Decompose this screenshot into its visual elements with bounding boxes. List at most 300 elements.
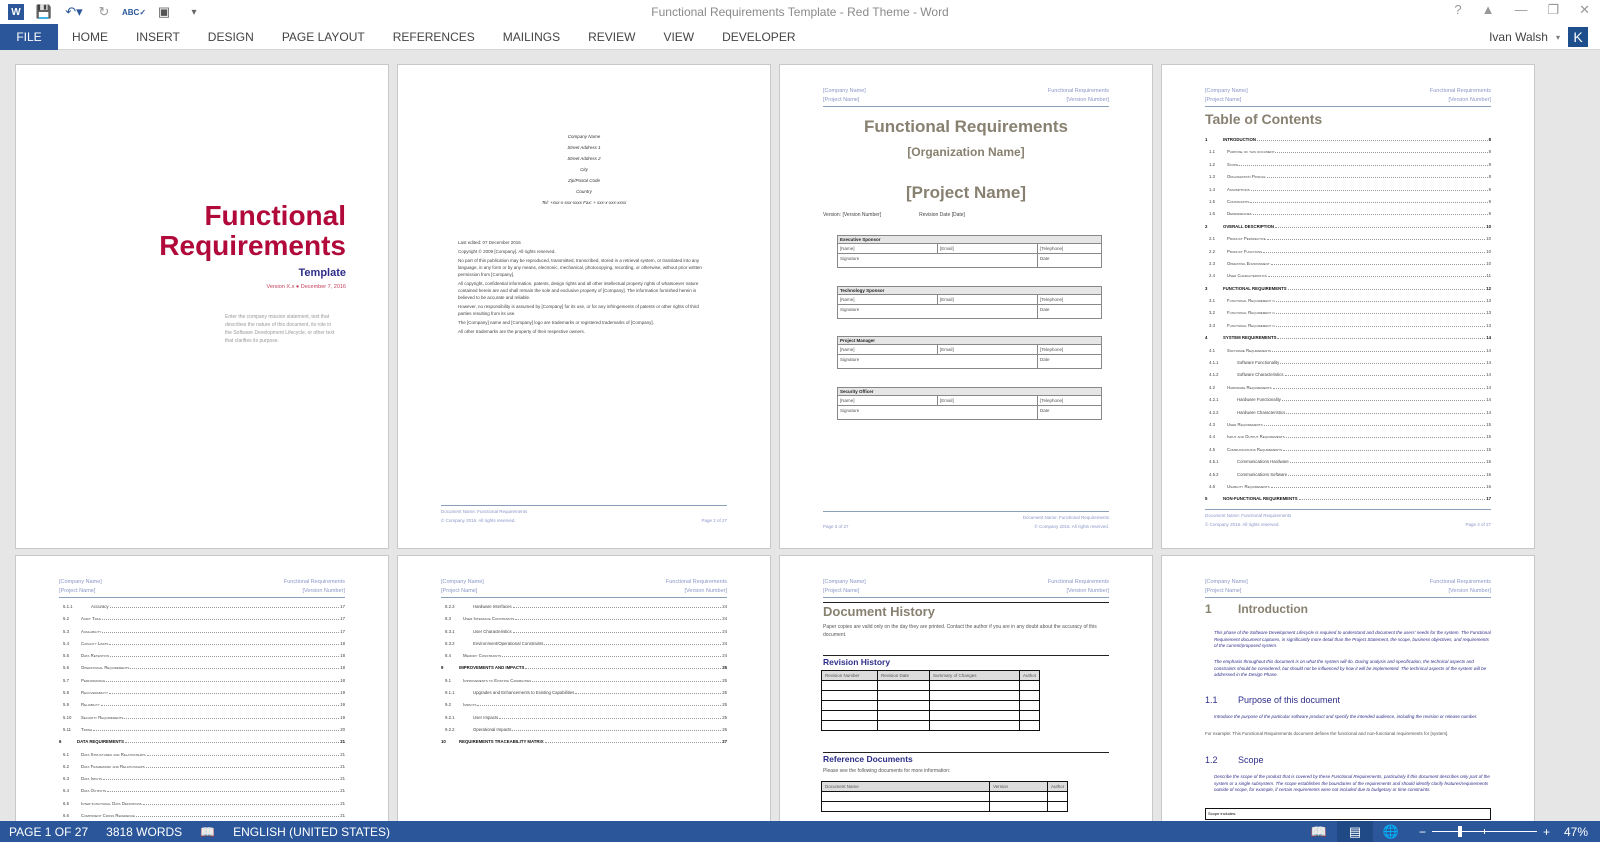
toc-entry-page: 14 bbox=[1486, 384, 1491, 390]
toc-entry-title: Environment/Operational Constraints bbox=[473, 640, 544, 646]
toc-entry-page: 13 bbox=[1486, 310, 1491, 316]
toc-entry-number: 4.5.1 bbox=[1209, 459, 1219, 465]
toc-entry[interactable] bbox=[59, 724, 345, 736]
cover-version: Version X.x ● December 7, 2016 bbox=[266, 284, 346, 290]
toc-entry[interactable] bbox=[1205, 146, 1491, 158]
toc-entry-page: 18 bbox=[340, 677, 345, 683]
toc-entry[interactable] bbox=[1205, 258, 1491, 270]
tab-insert[interactable]: INSERT bbox=[136, 29, 180, 44]
toc-entry[interactable] bbox=[441, 712, 727, 724]
toc-leader bbox=[1275, 150, 1487, 153]
toc-leader bbox=[1267, 175, 1488, 178]
redo-icon[interactable]: ↻ bbox=[98, 4, 110, 19]
toc-entry[interactable] bbox=[59, 773, 345, 785]
toc-entry-number: 3 bbox=[1205, 285, 1208, 291]
toc-entry[interactable] bbox=[59, 712, 345, 724]
toc-entry[interactable] bbox=[1205, 171, 1491, 183]
divider bbox=[823, 752, 1109, 753]
toc-entry-number: 5.6 bbox=[63, 665, 69, 671]
toc-entry[interactable] bbox=[1205, 184, 1491, 196]
page-footer: Document Name: Functional Requirements Page 3 of 27 © Company 2016. All rights reserved. bbox=[823, 511, 1109, 531]
toc-entry-page: 8 bbox=[1488, 161, 1491, 167]
toc-entry-title: Assumptions bbox=[1227, 186, 1250, 192]
help-icon[interactable]: ? bbox=[1454, 2, 1462, 17]
toc-entry-number: 6.5 bbox=[63, 800, 69, 806]
page-2-legal[interactable] bbox=[397, 64, 771, 549]
toc-entry-page: 16 bbox=[1486, 459, 1491, 465]
divider bbox=[823, 602, 1109, 603]
toc-entry[interactable] bbox=[59, 650, 345, 662]
toc-entry-page: 25 bbox=[722, 677, 727, 683]
toc-entry-number: 5 bbox=[1205, 496, 1208, 502]
toc-entry-title: Component Cross Reference bbox=[81, 813, 135, 819]
toc-leader bbox=[1272, 349, 1485, 352]
toc-entry-page: 10 bbox=[1486, 236, 1491, 242]
history-title: Document History bbox=[823, 604, 935, 619]
toc-leader bbox=[532, 679, 721, 682]
toc-entry[interactable] bbox=[59, 675, 345, 687]
toc-entry-title: Data Outputs bbox=[81, 788, 107, 794]
toc-leader bbox=[1288, 473, 1485, 476]
toc-entry-title: Software Requirements bbox=[1227, 347, 1272, 353]
toc-entry-number: 6.4 bbox=[63, 788, 69, 794]
toc-entry-page: 11 bbox=[1486, 273, 1491, 279]
toc-leader bbox=[1282, 398, 1485, 401]
page-header: [Company Name] [Project Name] Functional Requirements [Version Number] bbox=[823, 87, 1109, 107]
toc-entry-number: 6.3 bbox=[63, 776, 69, 782]
tab-mailings[interactable]: MAILINGS bbox=[502, 29, 561, 44]
toc-leader bbox=[515, 617, 721, 620]
toc-entry-number: 6.2 bbox=[63, 763, 69, 769]
spelling-icon[interactable]: ABC✓ bbox=[121, 7, 147, 17]
toc-entry-number: 8.4 bbox=[445, 653, 451, 659]
toc-entry[interactable] bbox=[59, 638, 345, 650]
word-logo-icon[interactable]: W bbox=[8, 4, 24, 20]
toc-entry[interactable] bbox=[1205, 208, 1491, 220]
toc-entry[interactable] bbox=[59, 785, 345, 797]
toc-entry[interactable] bbox=[59, 699, 345, 711]
chevron-down-icon[interactable]: ▾ bbox=[1555, 32, 1560, 42]
toc-entry-title: Input and Output Requirements bbox=[1227, 434, 1285, 440]
tab-view[interactable]: VIEW bbox=[663, 29, 695, 44]
toc-entry[interactable] bbox=[441, 613, 727, 625]
toc-entry-page: 24 bbox=[722, 653, 727, 659]
word-count[interactable]: 3818 WORDS bbox=[106, 824, 183, 839]
toc-leader bbox=[136, 814, 339, 817]
page-8-introduction[interactable] bbox=[1161, 555, 1535, 821]
toc-entry-title: Purpose of this document bbox=[1227, 149, 1275, 155]
toc-entry-number: 2.3 bbox=[1209, 260, 1215, 266]
read-mode-icon[interactable]: 📖 bbox=[1310, 823, 1328, 839]
zoom-slider[interactable] bbox=[1432, 831, 1537, 832]
toc-entry-number: 5.8 bbox=[63, 690, 69, 696]
toc-entry[interactable] bbox=[1205, 493, 1491, 505]
scope-guidance: Describe the scope of the product that is covered by these Functional Requirements, particularly if this document describes only part of the system or a single subsystem. The scope establishes the boundaries of the requirements and should identify clarify features/requirements outside of scope, for example, if certain requirements were not included due to budgetary or time constraints. bbox=[1214, 774, 1490, 792]
toc-entry-title: Product Functions bbox=[1227, 248, 1263, 254]
toc-entry[interactable] bbox=[441, 736, 727, 748]
toc-entry-number: 5.4 bbox=[63, 640, 69, 646]
toc-entry-number: 4.5.2 bbox=[1209, 471, 1219, 477]
page-3-title[interactable] bbox=[779, 64, 1153, 549]
toc-entry-title: User Characteristics bbox=[1227, 273, 1267, 279]
toc-entry[interactable] bbox=[1205, 295, 1491, 307]
toc-entry[interactable] bbox=[441, 662, 727, 674]
page-indicator[interactable]: PAGE 1 OF 27 bbox=[9, 824, 89, 839]
page-header: [Company Name] [Project Name] Functional Requirements [Version Number] bbox=[823, 578, 1109, 598]
toc-entry[interactable] bbox=[1205, 221, 1491, 233]
toc-entry-page: 24 bbox=[722, 616, 727, 622]
toc-leader bbox=[106, 679, 339, 682]
toc-leader bbox=[1257, 138, 1488, 141]
zoom-in-button[interactable]: + bbox=[1542, 824, 1550, 839]
heading-introduction: 1 Introduction bbox=[1205, 602, 1308, 616]
toc-entry-page: 20 bbox=[340, 726, 345, 732]
toc-entry-page: 12 bbox=[1486, 285, 1491, 291]
toc-entry-page: 13 bbox=[1486, 322, 1491, 328]
toc-entry-title: User Interface Constraints bbox=[463, 616, 515, 622]
scope-box: Scope includes: bbox=[1205, 808, 1491, 820]
toc-entry-number: 9.2 bbox=[445, 702, 451, 708]
toc-leader bbox=[513, 605, 722, 608]
page-1-cover[interactable] bbox=[15, 64, 389, 549]
toc-entry-title: REQUIREMENTS TRACEABILITY MATRIX bbox=[459, 739, 544, 745]
toc-leader bbox=[1286, 411, 1485, 414]
toc-entry-page: 24 bbox=[722, 640, 727, 646]
tab-file[interactable]: FILE bbox=[0, 24, 58, 50]
toc-entry-page: 21 bbox=[340, 813, 345, 819]
toc-entry[interactable] bbox=[1205, 419, 1491, 431]
toc-entry-title: Hardware Characteristics bbox=[1237, 409, 1286, 415]
toc-leader bbox=[1276, 324, 1486, 327]
language[interactable]: ENGLISH (UNITED STATES) bbox=[233, 824, 391, 839]
tab-developer[interactable]: DEVELOPER bbox=[722, 29, 796, 44]
toc-entry[interactable] bbox=[59, 798, 345, 810]
ribbon-tabs bbox=[0, 24, 1600, 50]
toc-entry-page: 17 bbox=[340, 616, 345, 622]
toc-entry-page: 24 bbox=[722, 604, 727, 609]
toc-leader bbox=[1251, 188, 1488, 191]
toc-leader bbox=[1275, 225, 1485, 228]
toc-entry[interactable] bbox=[1205, 196, 1491, 208]
toc-entry-title: Software Characteristics bbox=[1237, 372, 1284, 378]
quick-access-toolbar bbox=[0, 0, 204, 24]
toc-entry-title: Dependencies bbox=[1227, 211, 1252, 217]
toc-entry-title: INTRODUCTION bbox=[1223, 137, 1256, 142]
reference-documents-title: Reference Documents bbox=[823, 754, 913, 764]
toc-entry-title: Data Structures and Relationships bbox=[81, 751, 146, 757]
document-canvas[interactable] bbox=[0, 50, 1600, 821]
toc-entry[interactable] bbox=[1205, 307, 1491, 319]
toc-entry-title: Inter-functional Data Definitions bbox=[81, 800, 142, 806]
toc-entry-number: 2.2 bbox=[1209, 248, 1215, 254]
toc-leader bbox=[147, 753, 340, 756]
toc-entry-title: Data Inputs bbox=[81, 776, 103, 782]
toc-entry[interactable] bbox=[1205, 481, 1491, 493]
close-icon[interactable]: ✕ bbox=[1579, 2, 1590, 17]
history-note: Paper copies are valid only on the day they are printed. Contact the author if you are in any doubt about the accuracy of this document. bbox=[823, 624, 1097, 638]
toc-entry[interactable] bbox=[59, 662, 345, 674]
toc-entry-number: 9.2.2 bbox=[445, 726, 455, 732]
save-icon[interactable]: 💾 bbox=[35, 4, 53, 19]
toc-entry-number: 4.2.1 bbox=[1209, 397, 1219, 403]
toc-entry-title: Data Framework and Relationships bbox=[81, 763, 145, 769]
tab-review[interactable]: REVIEW bbox=[588, 29, 636, 44]
toc-entry-page: 15 bbox=[1486, 434, 1491, 440]
toc-entry-title: Usability Requirements bbox=[1227, 483, 1270, 489]
signoff-project-manager: Project Manager [Name] [Email] [Telephone] Signature Date bbox=[837, 336, 1102, 369]
toc-leader bbox=[1239, 163, 1487, 166]
restore-icon[interactable]: ❐ bbox=[1547, 2, 1560, 17]
toc-entry[interactable] bbox=[1205, 431, 1491, 443]
toc-entry-title: Operational Impacts bbox=[473, 726, 512, 732]
cover-subtitle: Template bbox=[298, 267, 346, 279]
toc-entry-page: 19 bbox=[340, 714, 345, 720]
revision-history-table: Revision Number Revision Date Summary of Changes Author bbox=[821, 670, 1040, 731]
legal-notice: Last edited: 07 December 2016 Copyright © 2009 [Company]. All rights reserved. No part of this publication may be reproduced, transmitted, transcribed, stored in a retrieval system, or translated into any language, in any form or by any means, electronic, mechanical, photocopying, recording, or otherwise, without prior written permission from [Company]. All copyright, confidential information, patents, design rights and all other intellectual property rights of whatsoever nature contained herein are and shall remain the sole and exclusive property of [Company]. The information furnished herein is believed to be accurate and reliable. However, no responsibility is assumed by [Company] for its use, or for any infringements of patents or other rights of third parties resulting from its use. The [Company] name and [Company] logo are trademarks or registered trademarks of [Company]. All other trademarks are the property of their respective owners. bbox=[458, 240, 702, 334]
toc-entry-number: 4.6 bbox=[1209, 483, 1215, 489]
zoom-level[interactable]: 47% bbox=[1563, 824, 1588, 839]
toc-entry[interactable] bbox=[441, 675, 727, 687]
toc-list bbox=[1205, 134, 1491, 506]
toc-leader bbox=[107, 789, 339, 792]
page-4-toc[interactable] bbox=[1161, 64, 1535, 549]
toc-entry-number: 1 bbox=[1205, 137, 1208, 142]
toc-entry-title: User Impacts bbox=[473, 714, 499, 720]
toc-entry[interactable] bbox=[1205, 320, 1491, 332]
toc-entry[interactable] bbox=[59, 736, 345, 748]
cover-title: Functional Requirements bbox=[159, 200, 346, 261]
page-7-history[interactable] bbox=[779, 555, 1153, 821]
toc-leader bbox=[499, 716, 721, 719]
toc-entry-page: 18 bbox=[340, 665, 345, 671]
signoff-technology-sponsor: Technology Sponsor [Name] [Email] [Telephone] Signature Date bbox=[837, 286, 1102, 319]
toc-entry-title: Data Retention bbox=[81, 653, 109, 659]
tab-page-layout[interactable]: PAGE LAYOUT bbox=[281, 29, 365, 44]
toc-entry-title: Functional Requirement n bbox=[1227, 298, 1275, 304]
toc-entry-title: Improvements to Existing Capabilities bbox=[463, 677, 532, 683]
toc-entry[interactable] bbox=[441, 626, 727, 638]
toc-entry[interactable] bbox=[441, 687, 727, 699]
toc-leader bbox=[1276, 299, 1486, 302]
toc-entry-page: 25 bbox=[722, 665, 727, 671]
toc-entry[interactable] bbox=[441, 699, 727, 711]
toc-entry-number: 8.3 bbox=[445, 616, 451, 622]
toc-entry-page: 14 bbox=[1486, 347, 1491, 353]
toc-entry-title: Operating Environment bbox=[1227, 260, 1270, 266]
toc-entry-number: 6 bbox=[59, 739, 62, 745]
toc-entry-page: 14 bbox=[1486, 360, 1491, 366]
toc-entry-number: 9.1 bbox=[445, 677, 451, 683]
toc-entry[interactable] bbox=[1205, 134, 1491, 146]
toc-entry-title: Product Perspective bbox=[1227, 236, 1266, 242]
toc-entry-page: 19 bbox=[340, 702, 345, 708]
toc-entry-number: 3.1 bbox=[1209, 298, 1215, 304]
toc-leader bbox=[110, 654, 339, 657]
toc-entry-page: 14 bbox=[1486, 335, 1491, 341]
toc-entry[interactable] bbox=[59, 601, 345, 613]
toc-leader bbox=[1288, 287, 1486, 290]
undo-icon[interactable]: ↶▾ bbox=[65, 4, 83, 19]
toc-entry-title: Performance bbox=[81, 677, 106, 683]
toc-entry-title: Hardware Functionality bbox=[1237, 397, 1281, 403]
toc-entry-page: 8 bbox=[1488, 137, 1491, 142]
toc-entry-title: Operational Requirements bbox=[81, 665, 130, 671]
page-header: [Company Name] [Project Name] Functional Requirements [Version Number] bbox=[441, 578, 727, 598]
toc-entry-title: SYSTEM REQUIREMENTS bbox=[1223, 335, 1277, 341]
toc-entry-page: 16 bbox=[1486, 483, 1491, 489]
web-layout-icon[interactable]: 🌐 bbox=[1382, 823, 1400, 839]
toc-entry-number: 1.1 bbox=[1209, 149, 1215, 155]
toc-entry-number: 4.5 bbox=[1209, 446, 1215, 452]
company-address: Company Name Street Address 1 Street Address 2 City Zip/Postal Code Country Tel: +xxx-x-xxx-xxxx Fax: + xxx-x-xxx-xxxx bbox=[541, 134, 627, 205]
toc-entry-title: Functional Requirement n bbox=[1227, 310, 1275, 316]
toc-entry[interactable] bbox=[59, 810, 345, 821]
toc-entry[interactable] bbox=[1205, 357, 1491, 369]
toc-entry-page: 8 bbox=[1488, 149, 1491, 155]
bottom-strip bbox=[0, 842, 1600, 860]
toc-entry-number: 5.2 bbox=[63, 616, 69, 622]
tab-references[interactable]: REFERENCES bbox=[392, 29, 475, 44]
toc-entry-number: 2 bbox=[1205, 223, 1208, 229]
toc-entry-title: OVERALL DESCRIPTION bbox=[1223, 223, 1275, 229]
toc-entry-title: Accuracy bbox=[91, 604, 109, 609]
window-controls bbox=[1454, 2, 1590, 18]
page-6-toc[interactable] bbox=[397, 555, 771, 821]
toc-entry-page: 21 bbox=[340, 763, 345, 769]
toc-leader bbox=[1250, 200, 1487, 203]
toc-leader bbox=[1280, 361, 1485, 364]
toc-entry[interactable] bbox=[1205, 246, 1491, 258]
status-bar bbox=[0, 821, 1600, 842]
toc-entry[interactable] bbox=[1205, 444, 1491, 456]
toc-leader bbox=[1268, 274, 1486, 277]
toc-entry[interactable] bbox=[59, 626, 345, 638]
purpose-guidance: Introduce the purpose of the particular software product and specify the intended audience, including the revision or release number. bbox=[1214, 714, 1478, 719]
zoom-out-button[interactable]: − bbox=[1418, 824, 1426, 839]
toc-entry[interactable] bbox=[1205, 407, 1491, 419]
toc-entry-page: 9 bbox=[1488, 186, 1491, 192]
version-meta: Version: [Version Number] Revision Date [Date] bbox=[823, 212, 965, 218]
toc-entry-page: 25 bbox=[722, 690, 727, 696]
organization-name: [Organization Name] bbox=[907, 145, 1025, 159]
toc-entry-number: 8.3.1 bbox=[445, 628, 455, 634]
toc-entry[interactable] bbox=[1205, 345, 1491, 357]
toc-entry[interactable] bbox=[1205, 270, 1491, 282]
toc-entry-number: 3.2 bbox=[1209, 310, 1215, 316]
toc-entry-title: Hardware Interfaces bbox=[473, 604, 512, 609]
toc-entry[interactable] bbox=[1205, 382, 1491, 394]
toc-entry-page: 26 bbox=[722, 726, 727, 732]
toc-entry-page: 9 bbox=[1488, 211, 1491, 217]
toc-entry[interactable] bbox=[59, 613, 345, 625]
toc-leader bbox=[1286, 435, 1485, 438]
toc-entry[interactable] bbox=[1205, 332, 1491, 344]
toc-entry-title: DATA REQUIREMENTS bbox=[77, 739, 124, 745]
toc-entry-number: 9.1.1 bbox=[445, 690, 455, 696]
user-name[interactable]: Ivan Walsh bbox=[1489, 30, 1548, 44]
toc-leader bbox=[130, 666, 339, 669]
toc-entry-number: 4.2 bbox=[1209, 384, 1215, 390]
minimize-icon[interactable]: — bbox=[1514, 2, 1528, 17]
print-layout-icon[interactable]: ▤ bbox=[1337, 821, 1373, 842]
toc-leader bbox=[1253, 212, 1488, 215]
avatar[interactable]: K bbox=[1568, 27, 1588, 47]
toc-entry[interactable] bbox=[59, 761, 345, 773]
toc-entry[interactable] bbox=[59, 749, 345, 761]
toc-entry-number: 3.3 bbox=[1209, 322, 1215, 328]
page-5-toc[interactable] bbox=[15, 555, 389, 821]
toc-list bbox=[59, 601, 345, 821]
page-header: [Company Name] [Project Name] Functional Requirements [Version Number] bbox=[59, 578, 345, 598]
toc-entry[interactable] bbox=[1205, 159, 1491, 171]
proofing-icon[interactable]: 📖 bbox=[200, 824, 216, 839]
page-header: [Company Name] [Project Name] Functional Requirements [Version Number] bbox=[1205, 87, 1491, 107]
tab-design[interactable]: DESIGN bbox=[207, 29, 254, 44]
toc-entry-number: 8.3.2 bbox=[445, 640, 455, 646]
toc-entry[interactable] bbox=[1205, 369, 1491, 381]
toc-entry[interactable] bbox=[441, 650, 727, 662]
tab-home[interactable]: HOME bbox=[72, 29, 108, 44]
toc-entry-title: Hardware Requirements bbox=[1227, 384, 1272, 390]
toc-entry[interactable] bbox=[441, 724, 727, 736]
customize-qat-icon[interactable]: ▾ bbox=[191, 6, 197, 18]
toc-entry[interactable] bbox=[1205, 469, 1491, 481]
toc-entry-title: Security Requirements bbox=[81, 714, 124, 720]
toc-entry-number: 5.11 bbox=[63, 726, 72, 732]
toc-entry-title: Impacts bbox=[463, 702, 477, 708]
toc-entry[interactable] bbox=[1205, 283, 1491, 295]
toc-entry-page: 14 bbox=[1486, 372, 1491, 378]
toc-leader bbox=[575, 691, 721, 694]
zoom-slider-thumb[interactable] bbox=[1458, 826, 1462, 837]
toc-leader bbox=[146, 765, 339, 768]
toc-entry[interactable] bbox=[441, 601, 727, 613]
toc-entry[interactable] bbox=[1205, 233, 1491, 245]
toc-entry-number: 2.1 bbox=[1209, 236, 1215, 242]
touch-mode-icon[interactable]: ▣ bbox=[157, 4, 171, 19]
purpose-example: For example: This Functional Requirements document defines the functional and non-functional requirements for [system]. bbox=[1205, 731, 1449, 736]
toc-entry-number: 1.5 bbox=[1209, 198, 1215, 204]
toc-title: Table of Contents bbox=[1205, 111, 1323, 127]
toc-leader bbox=[109, 642, 339, 645]
toc-entry[interactable] bbox=[441, 638, 727, 650]
toc-entry[interactable] bbox=[59, 687, 345, 699]
toc-entry[interactable] bbox=[1205, 394, 1491, 406]
toc-entry-page: 21 bbox=[340, 788, 345, 794]
toc-entry-title: User Characteristics bbox=[473, 628, 512, 634]
toc-entry[interactable] bbox=[1205, 456, 1491, 468]
toc-leader bbox=[1273, 386, 1486, 389]
toc-entry-number: 4.1.2 bbox=[1209, 372, 1219, 378]
toc-entry-number: 5.1.1 bbox=[63, 604, 73, 609]
toc-leader bbox=[1277, 336, 1485, 339]
toc-entry-number: 4.1.1 bbox=[1209, 360, 1219, 366]
ribbon-display-icon[interactable]: ▲ bbox=[1481, 2, 1495, 17]
user-account[interactable] bbox=[1489, 24, 1588, 50]
toc-leader bbox=[102, 630, 339, 633]
page-header: [Company Name] [Project Name] Functional Requirements [Version Number] bbox=[1205, 578, 1491, 598]
cover-description: Enter the company mission statement, text that describes the nature of this document, its role in the Software Development Lifecycle, or other text that clarifies its purpose. bbox=[225, 314, 335, 344]
toc-entry-number: 9 bbox=[441, 665, 444, 671]
toc-entry-page: 19 bbox=[340, 690, 345, 696]
project-name: [Project Name] bbox=[906, 183, 1026, 202]
toc-leader bbox=[1290, 460, 1485, 463]
toc-leader bbox=[102, 617, 339, 620]
window-title: Functional Requirements Template - Red Theme - Word bbox=[651, 5, 949, 19]
zoom-control bbox=[1419, 825, 1550, 839]
toc-entry-page: 10 bbox=[1486, 248, 1491, 254]
divider bbox=[823, 655, 1109, 656]
